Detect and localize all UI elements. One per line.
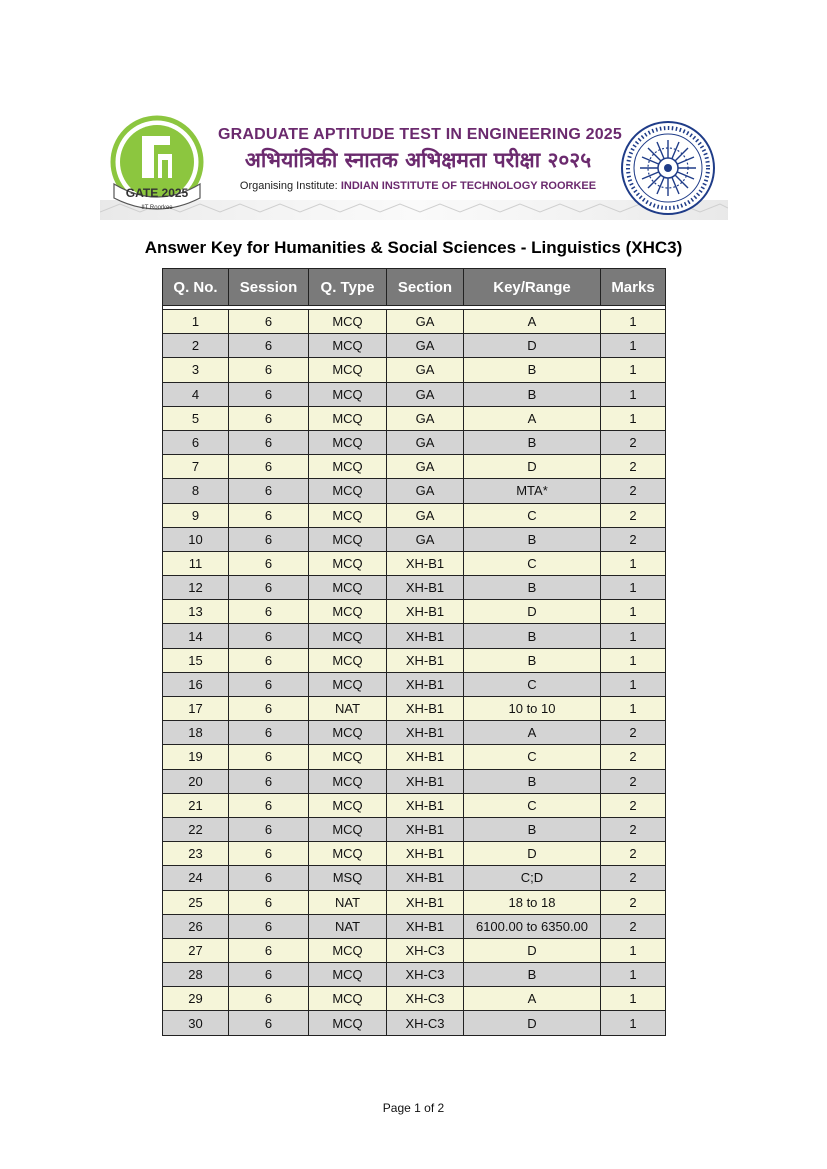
cell-marks: 2: [601, 769, 666, 793]
cell-qno: 12: [163, 576, 229, 600]
cell-session: 6: [229, 987, 309, 1011]
cell-session: 6: [229, 624, 309, 648]
cell-key-range: C: [464, 551, 601, 575]
cell-qtype: MCQ: [309, 503, 387, 527]
cell-qtype: NAT: [309, 697, 387, 721]
cell-qtype: MCQ: [309, 817, 387, 841]
cell-qno: 7: [163, 455, 229, 479]
table-row: [163, 817, 666, 841]
organising-institute: [218, 180, 618, 192]
cell-session: 6: [229, 817, 309, 841]
cell-section: XH-C3: [387, 1011, 464, 1035]
cell-qno: 6: [163, 430, 229, 454]
cell-session: 6: [229, 842, 309, 866]
cell-qtype: MCQ: [309, 624, 387, 648]
cell-qtype: MCQ: [309, 455, 387, 479]
cell-key-range: D: [464, 455, 601, 479]
cell-session: 6: [229, 721, 309, 745]
cell-qtype: MCQ: [309, 576, 387, 600]
col-header-qtype: Q. Type: [309, 269, 387, 306]
cell-section: XH-B1: [387, 745, 464, 769]
cell-section: XH-B1: [387, 576, 464, 600]
table-row: [163, 648, 666, 672]
cell-section: GA: [387, 430, 464, 454]
cell-qtype: MCQ: [309, 600, 387, 624]
cell-marks: 2: [601, 866, 666, 890]
cell-marks: 2: [601, 914, 666, 938]
cell-qtype: MCQ: [309, 1011, 387, 1035]
cell-session: 6: [229, 310, 309, 334]
cell-key-range: B: [464, 648, 601, 672]
cell-qno: 10: [163, 527, 229, 551]
table-row: [163, 890, 666, 914]
cell-qtype: MCQ: [309, 672, 387, 696]
cell-qno: 30: [163, 1011, 229, 1035]
cell-section: GA: [387, 406, 464, 430]
cell-qtype: MCQ: [309, 745, 387, 769]
table-row: [163, 576, 666, 600]
cell-qno: 3: [163, 358, 229, 382]
gate-logo-text: GATE 2025: [125, 186, 189, 200]
cell-qtype: MCQ: [309, 527, 387, 551]
table-row: [163, 600, 666, 624]
cell-qtype: MCQ: [309, 551, 387, 575]
cell-section: GA: [387, 455, 464, 479]
cell-qtype: NAT: [309, 890, 387, 914]
page-title: Answer Key for Humanities & Social Sciences - Linguistics (XHC3): [144, 238, 683, 257]
cell-session: 6: [229, 938, 309, 962]
cell-session: 6: [229, 697, 309, 721]
cell-key-range: 6100.00 to 6350.00: [464, 914, 601, 938]
cell-session: 6: [229, 866, 309, 890]
gate-logo: [106, 114, 208, 218]
cell-qno: 25: [163, 890, 229, 914]
answer-key-table: [162, 268, 666, 1036]
cell-qtype: MCQ: [309, 648, 387, 672]
table-row: [163, 310, 666, 334]
cell-qtype: MCQ: [309, 721, 387, 745]
cell-marks: 2: [601, 842, 666, 866]
cell-section: GA: [387, 527, 464, 551]
cell-marks: 1: [601, 382, 666, 406]
cell-marks: 2: [601, 527, 666, 551]
cell-marks: 2: [601, 793, 666, 817]
table-row: [163, 358, 666, 382]
cell-section: GA: [387, 334, 464, 358]
table-row: [163, 914, 666, 938]
table-row: [163, 987, 666, 1011]
cell-session: 6: [229, 455, 309, 479]
cell-key-range: A: [464, 987, 601, 1011]
cell-marks: 1: [601, 358, 666, 382]
cell-key-range: B: [464, 382, 601, 406]
cell-marks: 1: [601, 576, 666, 600]
cell-key-range: C: [464, 745, 601, 769]
page-header: [100, 112, 728, 220]
cell-session: 6: [229, 334, 309, 358]
cell-marks: 1: [601, 672, 666, 696]
cell-key-range: B: [464, 817, 601, 841]
table-row: [163, 1011, 666, 1035]
cell-session: 6: [229, 600, 309, 624]
table-row: [163, 382, 666, 406]
iit-roorkee-seal: [620, 120, 716, 216]
cell-key-range: D: [464, 600, 601, 624]
cell-qtype: MCQ: [309, 334, 387, 358]
header-title-hindi: अभियांत्रिकी स्नातक अभिक्षमता परीक्षा २०२५: [244, 148, 592, 172]
cell-session: 6: [229, 793, 309, 817]
cell-section: XH-B1: [387, 624, 464, 648]
table-row: [163, 455, 666, 479]
cell-key-range: B: [464, 624, 601, 648]
cell-section: XH-B1: [387, 551, 464, 575]
page-number: Page 1 of 2: [382, 1101, 445, 1115]
cell-marks: 2: [601, 817, 666, 841]
cell-section: XH-B1: [387, 721, 464, 745]
cell-session: 6: [229, 527, 309, 551]
table-row: [163, 697, 666, 721]
cell-section: XH-B1: [387, 769, 464, 793]
cell-key-range: D: [464, 938, 601, 962]
cell-marks: 1: [601, 310, 666, 334]
cell-qno: 18: [163, 721, 229, 745]
cell-session: 6: [229, 576, 309, 600]
cell-section: XH-B1: [387, 842, 464, 866]
cell-section: GA: [387, 310, 464, 334]
table-row: [163, 479, 666, 503]
cell-key-range: C: [464, 503, 601, 527]
cell-key-range: D: [464, 334, 601, 358]
cell-key-range: 10 to 10: [464, 697, 601, 721]
cell-marks: 2: [601, 430, 666, 454]
cell-qtype: NAT: [309, 914, 387, 938]
table-row: [163, 672, 666, 696]
cell-qno: 8: [163, 479, 229, 503]
cell-qno: 9: [163, 503, 229, 527]
cell-key-range: B: [464, 527, 601, 551]
cell-qno: 1: [163, 310, 229, 334]
cell-section: XH-B1: [387, 672, 464, 696]
cell-session: 6: [229, 406, 309, 430]
table-row: [163, 624, 666, 648]
cell-key-range: C: [464, 793, 601, 817]
cell-key-range: D: [464, 1011, 601, 1035]
cell-key-range: B: [464, 430, 601, 454]
cell-qno: 5: [163, 406, 229, 430]
cell-key-range: B: [464, 358, 601, 382]
cell-qno: 4: [163, 382, 229, 406]
cell-session: 6: [229, 769, 309, 793]
cell-marks: 1: [601, 697, 666, 721]
cell-qtype: MCQ: [309, 310, 387, 334]
cell-session: 6: [229, 648, 309, 672]
table-row: [163, 430, 666, 454]
cell-marks: 1: [601, 987, 666, 1011]
cell-section: XH-B1: [387, 697, 464, 721]
col-header-qno: Q. No.: [163, 269, 229, 306]
table-row: [163, 963, 666, 987]
table-row: [163, 866, 666, 890]
col-header-section: Section: [387, 269, 464, 306]
cell-section: XH-B1: [387, 866, 464, 890]
cell-marks: 1: [601, 600, 666, 624]
cell-session: 6: [229, 358, 309, 382]
cell-key-range: A: [464, 406, 601, 430]
table-row: [163, 769, 666, 793]
table-row: [163, 721, 666, 745]
cell-qno: 17: [163, 697, 229, 721]
cell-marks: 2: [601, 890, 666, 914]
cell-qno: 19: [163, 745, 229, 769]
cell-key-range: MTA*: [464, 479, 601, 503]
cell-qno: 13: [163, 600, 229, 624]
cell-qtype: MCQ: [309, 382, 387, 406]
header-title-english: GRADUATE APTITUDE TEST IN ENGINEERING 2025: [218, 126, 623, 143]
cell-qno: 29: [163, 987, 229, 1011]
cell-session: 6: [229, 430, 309, 454]
col-header-session: Session: [229, 269, 309, 306]
cell-qtype: MCQ: [309, 358, 387, 382]
cell-marks: 2: [601, 503, 666, 527]
table-row: [163, 793, 666, 817]
cell-session: 6: [229, 551, 309, 575]
cell-qtype: MCQ: [309, 479, 387, 503]
cell-qtype: MSQ: [309, 866, 387, 890]
cell-qno: 22: [163, 817, 229, 841]
cell-section: GA: [387, 382, 464, 406]
cell-marks: 1: [601, 551, 666, 575]
cell-session: 6: [229, 963, 309, 987]
cell-section: XH-C3: [387, 963, 464, 987]
table-row: [163, 842, 666, 866]
cell-marks: 1: [601, 334, 666, 358]
table-row: [163, 406, 666, 430]
cell-marks: 1: [601, 938, 666, 962]
cell-key-range: B: [464, 963, 601, 987]
organising-institute-name: INDIAN INSTITUTE OF TECHNOLOGY ROORKEE: [340, 180, 597, 192]
cell-qno: 16: [163, 672, 229, 696]
cell-section: GA: [387, 358, 464, 382]
cell-section: XH-B1: [387, 817, 464, 841]
cell-qno: 27: [163, 938, 229, 962]
cell-qtype: MCQ: [309, 430, 387, 454]
cell-marks: 2: [601, 721, 666, 745]
cell-session: 6: [229, 1011, 309, 1035]
cell-key-range: B: [464, 576, 601, 600]
col-header-key-range: Key/Range: [464, 269, 601, 306]
gate-logo-subtext: IIT Roorkee: [141, 205, 173, 211]
cell-qtype: MCQ: [309, 793, 387, 817]
cell-qno: 20: [163, 769, 229, 793]
cell-key-range: B: [464, 769, 601, 793]
cell-qtype: MCQ: [309, 938, 387, 962]
cell-section: GA: [387, 503, 464, 527]
cell-marks: 1: [601, 624, 666, 648]
cell-key-range: A: [464, 310, 601, 334]
cell-qtype: MCQ: [309, 406, 387, 430]
cell-qtype: MCQ: [309, 842, 387, 866]
organising-institute-label: Organising Institute:: [239, 180, 338, 192]
cell-qtype: MCQ: [309, 963, 387, 987]
cell-session: 6: [229, 479, 309, 503]
table-row: [163, 527, 666, 551]
cell-qno: 2: [163, 334, 229, 358]
cell-key-range: C: [464, 672, 601, 696]
cell-section: XH-B1: [387, 890, 464, 914]
table-row: [163, 503, 666, 527]
cell-section: XH-C3: [387, 938, 464, 962]
cell-key-range: D: [464, 842, 601, 866]
cell-qno: 28: [163, 963, 229, 987]
cell-marks: 2: [601, 479, 666, 503]
cell-session: 6: [229, 672, 309, 696]
cell-session: 6: [229, 503, 309, 527]
table-row: [163, 938, 666, 962]
cell-session: 6: [229, 914, 309, 938]
cell-qtype: MCQ: [309, 769, 387, 793]
table-header-row: [163, 269, 666, 306]
cell-marks: 1: [601, 648, 666, 672]
table-row: [163, 334, 666, 358]
table-row: [163, 551, 666, 575]
cell-section: XH-B1: [387, 600, 464, 624]
cell-qno: 26: [163, 914, 229, 938]
cell-section: XH-B1: [387, 793, 464, 817]
cell-qtype: MCQ: [309, 987, 387, 1011]
cell-marks: 2: [601, 745, 666, 769]
table-body: [163, 306, 666, 1036]
cell-session: 6: [229, 890, 309, 914]
cell-section: XH-B1: [387, 914, 464, 938]
cell-key-range: 18 to 18: [464, 890, 601, 914]
cell-marks: 1: [601, 963, 666, 987]
cell-marks: 2: [601, 455, 666, 479]
cell-qno: 21: [163, 793, 229, 817]
col-header-marks: Marks: [601, 269, 666, 306]
header-text: [218, 126, 623, 192]
cell-qno: 14: [163, 624, 229, 648]
cell-key-range: C;D: [464, 866, 601, 890]
cell-section: XH-B1: [387, 648, 464, 672]
cell-key-range: A: [464, 721, 601, 745]
cell-marks: 1: [601, 1011, 666, 1035]
cell-section: XH-C3: [387, 987, 464, 1011]
cell-marks: 1: [601, 406, 666, 430]
cell-qno: 23: [163, 842, 229, 866]
cell-qno: 24: [163, 866, 229, 890]
cell-qno: 15: [163, 648, 229, 672]
cell-qno: 11: [163, 551, 229, 575]
cell-session: 6: [229, 382, 309, 406]
cell-session: 6: [229, 745, 309, 769]
table-row: [163, 745, 666, 769]
cell-section: GA: [387, 479, 464, 503]
